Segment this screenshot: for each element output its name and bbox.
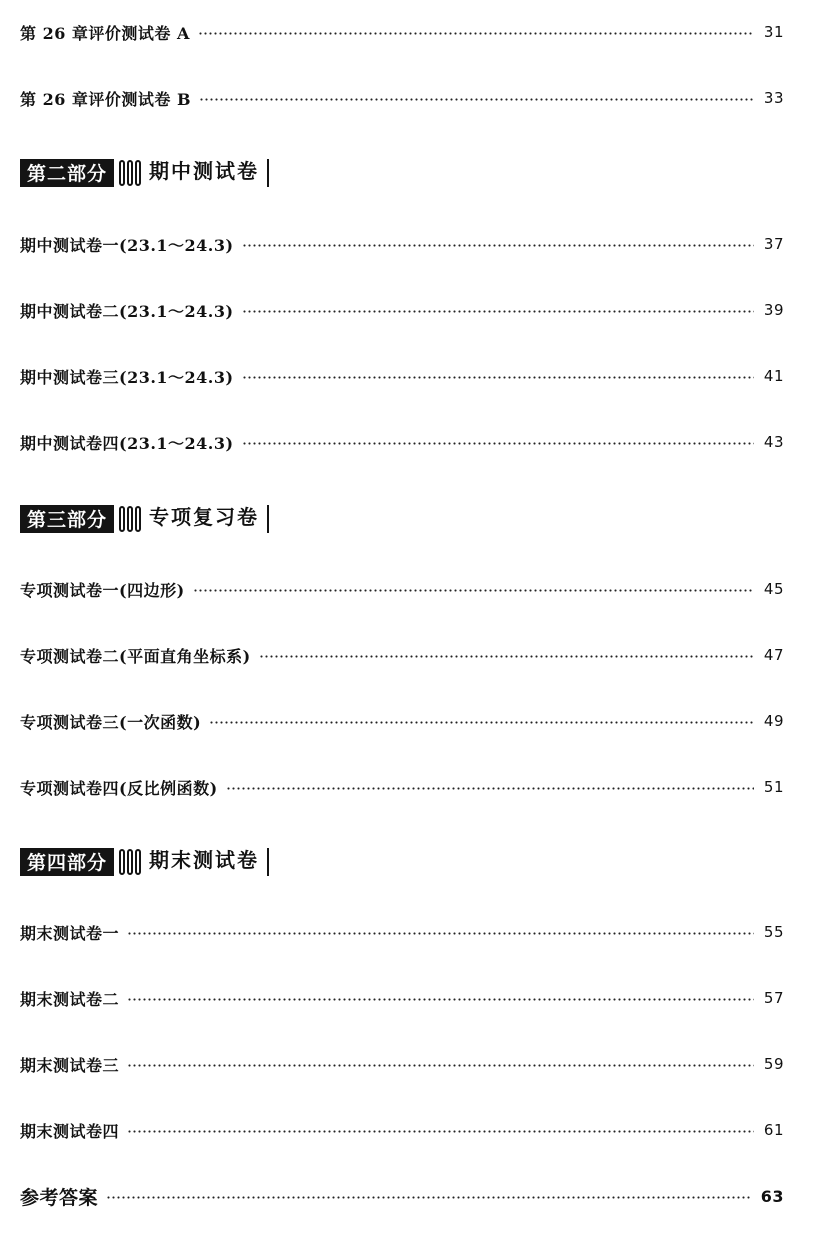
section-header (20, 845, 269, 879)
toc-entry-page: 33 (763, 89, 784, 107)
toc-entry-title: 期末测试卷四 (20, 1121, 120, 1141)
section-header (20, 502, 269, 536)
leader-dots (127, 1064, 754, 1067)
leader-dots (242, 310, 754, 313)
toc-entry-page: 57 (763, 989, 784, 1007)
toc-entry[interactable] (20, 575, 784, 603)
toc-entry[interactable] (20, 230, 784, 258)
toc-entry-title: 期中测试卷四(23.1～24.3) (20, 433, 234, 453)
section-part-label: 第三部分 (20, 505, 114, 533)
toc-entry[interactable] (20, 428, 784, 456)
leader-dots (242, 244, 754, 247)
toc-entry[interactable] (20, 362, 784, 390)
toc-entry-title: 期末测试卷一 (20, 923, 120, 943)
toc-entry-page: 63 (760, 1186, 784, 1206)
toc-entry-page: 37 (763, 235, 784, 253)
leader-dots (127, 998, 754, 1001)
toc-entry-page: 31 (763, 23, 784, 41)
toc-entry-page: 41 (763, 367, 784, 385)
toc-entry[interactable] (20, 984, 784, 1012)
toc-entry-page: 47 (763, 646, 784, 664)
toc-entry-title: 期末测试卷二 (20, 989, 120, 1009)
toc-entry[interactable] (20, 18, 784, 46)
toc-entry-title: 期末测试卷三 (20, 1055, 120, 1075)
toc-entry[interactable] (20, 1116, 784, 1144)
toc-entry-title: 期中测试卷一(23.1～24.3) (20, 235, 234, 255)
toc-entry-answers[interactable] (20, 1182, 784, 1210)
toc-entry-title: 参考答案 (20, 1186, 99, 1209)
toc-entry[interactable] (20, 707, 784, 735)
toc-entry-title: 专项测试卷一(四边形) (20, 580, 185, 600)
bars-icon (119, 505, 143, 533)
toc-entry-title: 专项测试卷二(平面直角坐标系) (20, 646, 251, 666)
toc-entry-title: 期中测试卷三(23.1～24.3) (20, 367, 234, 387)
leader-dots (209, 721, 754, 724)
bars-icon (119, 848, 143, 876)
toc-entry-title: 期中测试卷二(23.1～24.3) (20, 301, 234, 321)
toc-entry[interactable] (20, 773, 784, 801)
leader-dots (199, 98, 754, 101)
toc-entry[interactable] (20, 1050, 784, 1078)
toc-entry-title: 专项测试卷四(反比例函数) (20, 778, 218, 798)
toc-entry[interactable] (20, 84, 784, 112)
section-part-label: 第四部分 (20, 848, 114, 876)
toc-entry-title: 第 26 章评价测试卷 A (20, 23, 190, 43)
bars-icon (119, 159, 143, 187)
toc-entry-title: 第 26 章评价测试卷 B (20, 89, 192, 109)
leader-dots (127, 1130, 754, 1133)
section-name: 期中测试卷 (149, 159, 269, 187)
section-part-label: 第二部分 (20, 159, 114, 187)
leader-dots (193, 589, 754, 592)
section-name: 期末测试卷 (149, 848, 269, 876)
toc-entry[interactable] (20, 918, 784, 946)
toc-entry-title: 专项测试卷三(一次函数) (20, 712, 202, 732)
leader-dots (198, 32, 754, 35)
leader-dots (242, 442, 754, 445)
leader-dots (242, 376, 754, 379)
leader-dots (127, 932, 754, 935)
toc-entry-page: 55 (763, 923, 784, 941)
toc-entry-page: 61 (763, 1121, 784, 1139)
toc-entry-page: 59 (763, 1055, 784, 1073)
leader-dots (226, 787, 754, 790)
leader-dots (106, 1196, 751, 1199)
section-header (20, 156, 269, 190)
toc-entry-page: 43 (763, 433, 784, 451)
section-name: 专项复习卷 (149, 505, 269, 533)
toc-entry-page: 51 (763, 778, 784, 796)
toc-entry-page: 39 (763, 301, 784, 319)
toc-entry[interactable] (20, 641, 784, 669)
toc-entry-page: 45 (763, 580, 784, 598)
toc-entry[interactable] (20, 296, 784, 324)
leader-dots (259, 655, 754, 658)
toc-entry-page: 49 (763, 712, 784, 730)
